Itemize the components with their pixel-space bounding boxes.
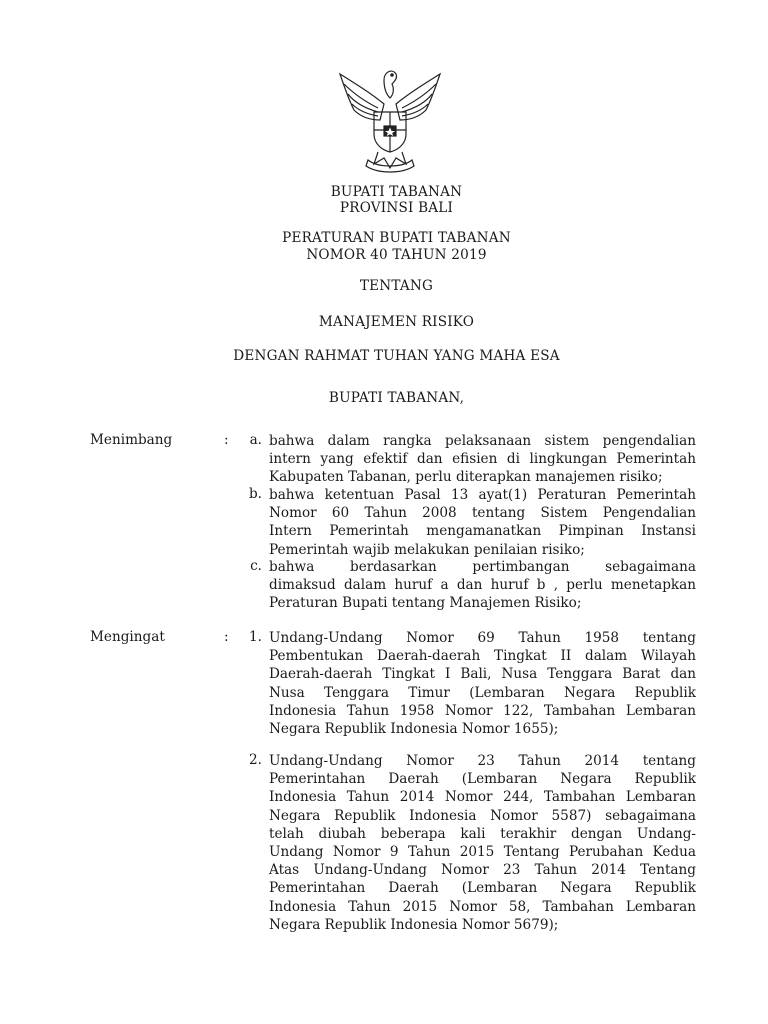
consideration-a [269, 432, 696, 487]
garuda-emblem-icon [334, 64, 446, 174]
text-line: Negara Republik Indonesia Nomor 5679); [269, 916, 559, 933]
section-colon: : [224, 629, 229, 645]
text-line: Undang-Undang Nomor 69 Tahun 1958 tentang [269, 630, 696, 646]
consideration-b [269, 486, 696, 559]
about-label: TENTANG [359, 278, 434, 294]
section-label-mengingat: Mengingat [90, 629, 165, 645]
text-line: Peraturan Bupati tentang Manajemen Risiko; [269, 595, 582, 612]
text-line: Undang-Undang Nomor 23 Tahun 2014 tentang [269, 753, 696, 769]
regent-title: BUPATI TABANAN [330, 184, 463, 200]
text-line: Atas Undang-Undang Nomor 23 Tahun 2014 Tentang [269, 862, 696, 879]
text-line: bahwa ketentuan Pasal 13 ayat(1) Peraturan Pemerintah [269, 487, 696, 503]
text-line: bahwa dalam rangka pelaksanaan sistem pengendalian [269, 433, 696, 449]
legal-basis-1 [269, 629, 696, 738]
text-line: Pemerintah wajib melakukan penilaian risiko; [269, 541, 585, 558]
text-line: Indonesia Tahun 2015 Nomor 58, Tambahan Lembaran [269, 898, 696, 915]
text-line: Indonesia Tahun 2014 Nomor 244, Tambahan Lembaran [269, 789, 696, 806]
text-line: Nomor 60 Tahun 2008 tentang Sistem Pengendalian [269, 505, 696, 522]
text-line: Intern Pemerintah mengamanatkan Pimpinan Instansi [269, 523, 696, 540]
text-line: Negara Republik Indonesia Nomor 5587) sebagaimana [269, 807, 696, 824]
province-title: PROVINSI BALI [339, 200, 454, 216]
text-line: Undang Nomor 9 Tahun 2015 Tentang Perubahan Kedua [269, 844, 696, 861]
text-line: Daerah-daerah Tingkat I Bali, Nusa Tenggara Barat dan [269, 666, 696, 683]
text-line: Indonesia Tahun 1958 Nomor 122, Tambahan Lembaran [269, 702, 696, 719]
invocation: DENGAN RAHMAT TUHAN YANG MAHA ESA [233, 348, 560, 364]
item-marker: b. [248, 486, 262, 502]
regulation-number: NOMOR 40 TAHUN 2019 [306, 247, 487, 263]
item-marker: a. [249, 432, 262, 448]
text-line: Nusa Tenggara Timur (Lembaran Negara Republik [269, 684, 696, 701]
regulation-subject: MANAJEMEN RISIKO [318, 314, 475, 330]
text-line: bahwa berdasarkan pertimbangan sebagaimana [269, 559, 696, 575]
consideration-c [269, 558, 696, 613]
section-label-menimbang: Menimbang [90, 432, 173, 448]
text-line: intern yang efektif dan efisien di lingkungan Pemerintah [269, 451, 696, 468]
enactor-line: BUPATI TABANAN, [328, 390, 465, 406]
legal-basis-2 [269, 752, 696, 934]
text-line: Pemerintahan Daerah (Lembaran Negara Republik [269, 771, 696, 788]
item-marker: 1. [249, 629, 262, 645]
text-line: Pemerintahan Daerah (Lembaran Negara Republik [269, 880, 696, 897]
section-colon: : [224, 432, 229, 448]
text-line: Kabupaten Tabanan, perlu diterapkan manajemen risiko; [269, 469, 663, 486]
item-marker: c. [250, 558, 262, 574]
item-marker: 2. [249, 752, 262, 768]
regulation-title: PERATURAN BUPATI TABANAN [282, 230, 511, 246]
text-line: telah diubah beberapa kali terakhir dengan Undang- [269, 825, 696, 842]
text-line: Pembentukan Daerah-daerah Tingkat II dalam Wilayah [269, 648, 696, 665]
text-line: Negara Republik Indonesia Nomor 1655); [269, 721, 559, 738]
text-line: dimaksud dalam huruf a dan huruf b , perlu menetapkan [269, 577, 696, 594]
